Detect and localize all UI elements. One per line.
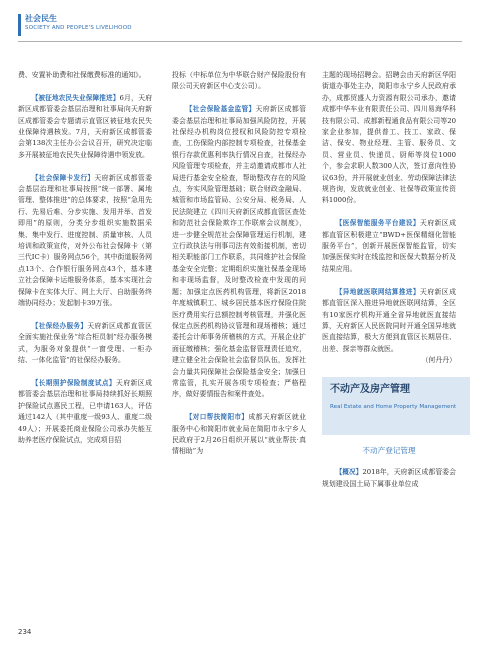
paragraph-body: 天府新区成都管委会基层治理和社事局持续抓好长期照护保险试点惠民工程，已申请163人，评估通过142人（其中重度一级93人、重度二级49人）；开展委托商业保险公司承办失能互助养老医疗保险试点，完成项目招: [18, 378, 152, 444]
paragraph: [172, 104, 306, 401]
paragraph-body: 天府新区成都直管区全面实施社保业务“综合柜员制”经办服务模式，为服务对象提供“一窗受理、一柜办结、一体化监管”的社保经办服务。: [18, 321, 152, 365]
paragraph-body: 天府新区成都管委会基层治理和社事局按照“统一部署、属地管理、整体推进”的总体要求，按照“急用先行、先易后难、分步实施、发用并举、首发即用”的原则，分类分步组织实施数据采集、集中发行、进度控制、质量审核、人员培训和政策宣传，对外公布社会保障卡（第三代IC卡）服务网点56个，其中街道服务网点13个、合作银行服务网点43个，基本建立社会保障卡运维服务体系，基本实现社会保障卡在实体大厅、网上大厅、自助服务终端协同经办；发起制卡39万张。: [18, 173, 153, 308]
paragraph: [18, 321, 152, 367]
paragraph-body: 6月，天府新区成都管委会基层治理和社事局向天府新区成都管委会专题请示直管区被征地农民失业保障待遇核发。7月，天府新区成都管委会第138次主任办公会议召开，研究决定临多开展被征地农民失业保障待遇申领发放。: [18, 93, 152, 159]
subsection-title: 不动产登记管理: [362, 445, 416, 455]
section-title-zh: 不动产及房产管理: [330, 383, 410, 395]
paragraph-body: 天府新区成都管委会基层治理和社事局加强风险防控，开展社保经办机构岗位授权和风险防控专项检查，工伤保险内部控制专项检查，社保基金银行存款优惠利率执行情况自查，社保经办风险管理专项检查，并主动邀请成都市人社局进行基金安全检查，帮助整改存在的风险点，夯实风险管理基础；联合财政金融局、城管和市场监管局、公安分局、税务局、人民法院建立《四川天府新区成都直管区查处和防范社会保险欺诈工作联席会议制度》，进一步健全规范社会保障管理运行机制，建立行政执法与刑事司法有效衔接机制，密切相关职能部门工作联系，共同维护社会保险基金安全完整；定期组织实施社保基金现场和非现场监督，及时整改检查中发现的问题；加强定点医药机构管理，将新区2018年度城镇职工、城乡居民基本医疗保险住院医疗费用实行总额控制考核管理，并强化医保定点医药机构协议管理和现场稽核；通过委托会计师事务所稽核的方式，开展企业扩面征缴稽核；强化基金监督管理责任追究，建立健全社会保险社会监督员队伍，发挥社会力量共同保障社会保险基金安全；加强日常监管，扎实开展各项专项检查；严格程序，做好要情报告和案件查处。: [172, 105, 307, 399]
paragraph: [322, 218, 456, 275]
paragraph-body: 成都天府新区就业服务中心和简阳市就业局在简阳市永宁乡人民政府于2月26日组织开展以“就业帮扶·真情相助”为: [172, 413, 307, 456]
paragraph-heading: 【被征地农民失业保障推进】: [31, 93, 120, 102]
paragraph: 主题的现场招聘会。招聘会由天府新区华阳街道办事处主办，简阳市永宁乡人民政府承办，成都贸盛人力资源有限公司承办，邀请成都中华车业有限责任公司、四川易海华科技有限公司、成都新程通食品有限公司等20家企业参加，提供普工、技工、家政、保洁、保安、物业经理、主管、服务员、文员、营业员、快递员、厨师等岗位1000个，参会求职人数300人次，签订意向性协议63份，并开展就业创业、劳动保障法律法规咨询，发放就业创业、社保等政策宣传资料1000份。: [322, 71, 456, 205]
paragraph: [18, 173, 152, 310]
paragraph: [18, 93, 152, 161]
header-title-zh: 社会民生: [25, 14, 57, 23]
column-right: [322, 70, 456, 490]
paragraph-heading: 【社保经办服务】: [31, 321, 88, 330]
column-middle: [172, 70, 306, 458]
paragraph-body: 2018年，天府新区成都管委会规划建设国土局下属事业单位成: [322, 468, 456, 488]
header-title-en: SOCIETY AND PEOPLE'S LIVELIHOOD: [25, 25, 132, 31]
paragraph-heading: 【对口帮扶简阳市】: [185, 413, 249, 422]
paragraph: [322, 467, 456, 490]
paragraph: 投标（中标单位为中华联合财产保险股份有限公司天府新区中心支公司）。: [172, 71, 306, 91]
paragraph-body: 天府新区成都直管区积极建立“BWD+医保精细化智能服务平台”，创新开展医保智能监管，切实加强医保实时在线监控和医保大数据分析及结果应用。: [322, 219, 456, 273]
paragraph-heading: 【长期照护保险制度试点】: [31, 378, 116, 387]
paragraph: [18, 378, 152, 446]
paragraph: 费、安置补助费和社保缴费标准的通知》。: [18, 71, 146, 79]
author-credit: （何丹丹）: [421, 356, 456, 365]
paragraph: [172, 412, 306, 458]
page-number: 234: [18, 628, 32, 636]
page-header: [18, 12, 462, 42]
paragraph: [322, 287, 456, 355]
paragraph-heading: 【异地就医联网结算推进】: [335, 287, 420, 296]
paragraph-heading: 【医保智能服务平台建设】: [335, 219, 420, 228]
paragraph-heading: 【概况】: [335, 468, 363, 477]
paragraph-heading: 【社会保障卡发行】: [31, 173, 95, 182]
paragraph-heading: 【社会保险基金监管】: [185, 105, 256, 114]
paragraph-body: 天府新区成都直管区深入推进异地就医联网结算，全区有10家医疗机构开通全省异地就医直接结算，天府新区人民医院同时开通全国异地就医直接结算，极大方便到直管区长期居住、出差、探亲等群众就医。: [322, 287, 456, 353]
section-banner: [322, 377, 470, 435]
column-left: [18, 70, 152, 446]
section-title-en: Real Estate and Home Property Management: [330, 403, 457, 410]
header-accent-bar: [18, 14, 21, 36]
